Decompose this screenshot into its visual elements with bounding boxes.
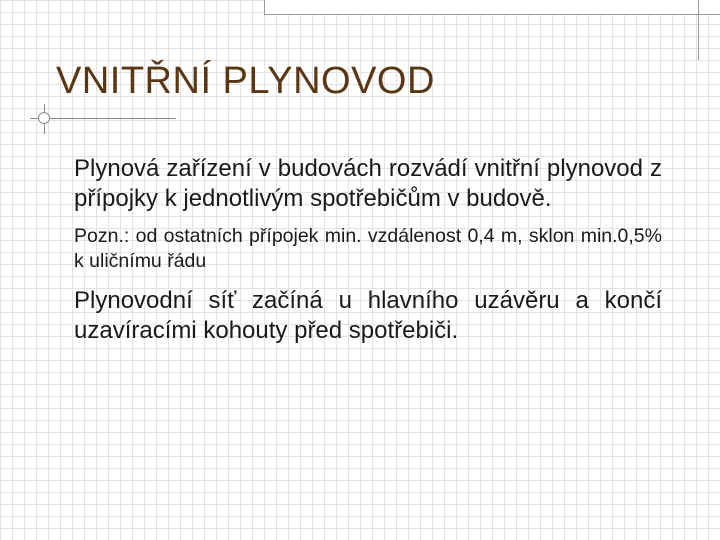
paragraph-note: Pozn.: od ostatních přípojek min. vzdálenost 0,4 m, sklon min.0,5% k uličnímu řádu (74, 225, 662, 272)
corner-decoration-line (698, 0, 699, 60)
paragraph-definition: Plynová zařízení v budovách rozvádí vnitřní plynovod z přípojky k jednotlivým spotřebičům v budově. (74, 155, 662, 212)
corner-decoration-box (264, 0, 720, 15)
paragraph-network: Plynovodní síť začíná u hlavního uzávěru a končí uzavíracími kohouty před spotřebiči. (74, 287, 662, 344)
title-underline (30, 118, 176, 119)
slide-body (74, 154, 662, 346)
slide-title: VNITŘNÍ PLYNOVOD (56, 60, 435, 102)
title-bullet-circle (38, 112, 50, 124)
